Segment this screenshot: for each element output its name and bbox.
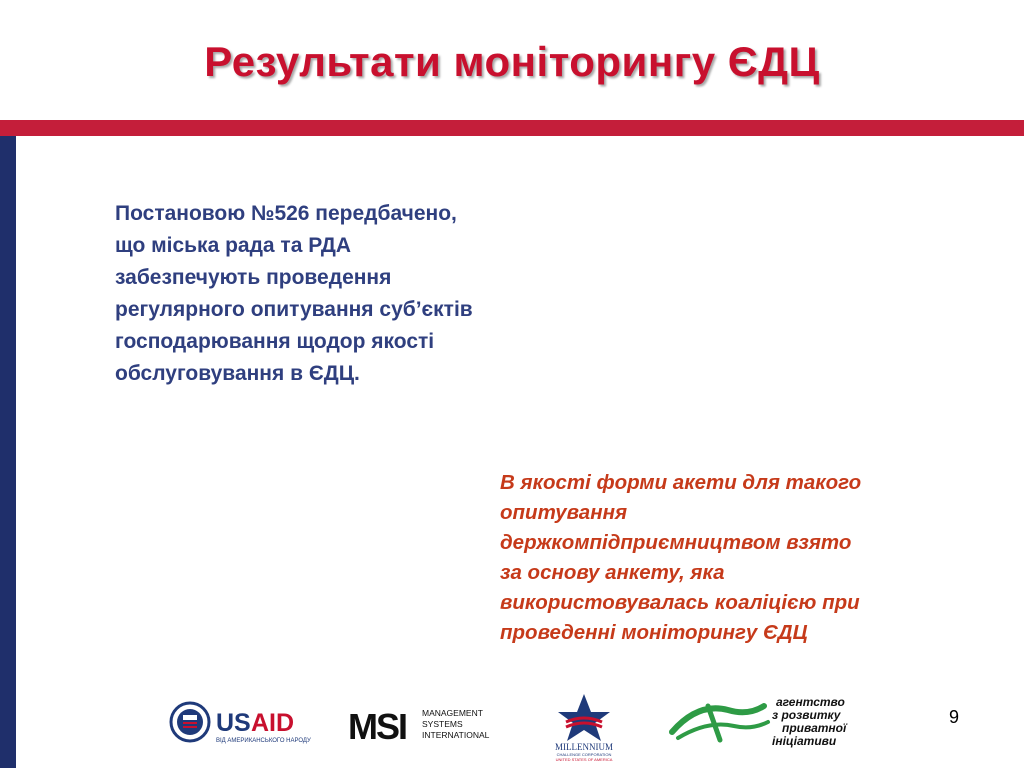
header-divider-bar xyxy=(0,120,1024,136)
msi-mark-icon xyxy=(348,705,498,745)
mcc-line: UNITED STATES OF AMERICA xyxy=(555,757,613,762)
usaid-seal-icon xyxy=(168,700,316,746)
msi-line: INTERNATIONAL xyxy=(422,730,490,740)
left-accent-bar xyxy=(0,136,16,768)
slide-title: Результати моніторингу ЄДЦ xyxy=(204,38,820,85)
agency-swoosh-icon xyxy=(668,692,858,750)
agency-line: агентство xyxy=(776,695,845,709)
msi-line: MANAGEMENT xyxy=(422,708,483,718)
usaid-logo xyxy=(168,700,316,746)
survey-line: опитування xyxy=(500,501,628,524)
resolution-line: господарювання щодор якості xyxy=(115,330,435,353)
agency-line: ініціативи xyxy=(772,734,837,748)
msi-logo xyxy=(348,705,498,745)
msi-wordmark: MSI xyxy=(348,706,407,745)
mcc-name: MILLENNIUM xyxy=(555,742,613,752)
resolution-line: обслуговування в ЄДЦ. xyxy=(115,362,360,385)
msi-line: SYSTEMS xyxy=(422,719,463,729)
survey-line: за основу анкету, яка xyxy=(500,561,725,584)
resolution-line: Постановою №526 передбачено, xyxy=(115,202,457,225)
usaid-wordmark-aid: AID xyxy=(251,709,295,737)
survey-line: В якості форми акети для такого xyxy=(500,471,862,494)
agency-line: приватної xyxy=(782,721,847,735)
mcc-star-icon xyxy=(544,692,624,762)
survey-line: держкомпідприємництвом взято xyxy=(500,531,852,554)
usaid-wordmark-us: US xyxy=(216,709,251,737)
agency-line: з розвитку xyxy=(772,708,841,722)
page-number: 9 xyxy=(949,707,960,727)
resolution-line: забезпечують проведення xyxy=(115,266,392,289)
resolution-line: що міська рада та РДА xyxy=(115,234,352,257)
survey-form-paragraph xyxy=(500,468,970,648)
private-initiative-agency-logo xyxy=(668,692,858,750)
resolution-line: регулярного опитування суб’єктів xyxy=(115,298,473,321)
resolution-paragraph xyxy=(115,198,585,390)
mcc-logo xyxy=(544,692,624,762)
survey-line: проведенні моніторингу ЄДЦ xyxy=(500,621,808,644)
mcc-line: CHALLENGE CORPORATION xyxy=(556,752,612,757)
survey-line: використовувалась коаліцією при xyxy=(500,591,860,614)
usaid-tagline: ВІД АМЕРИКАНСЬКОГО НАРОДУ xyxy=(216,738,311,744)
